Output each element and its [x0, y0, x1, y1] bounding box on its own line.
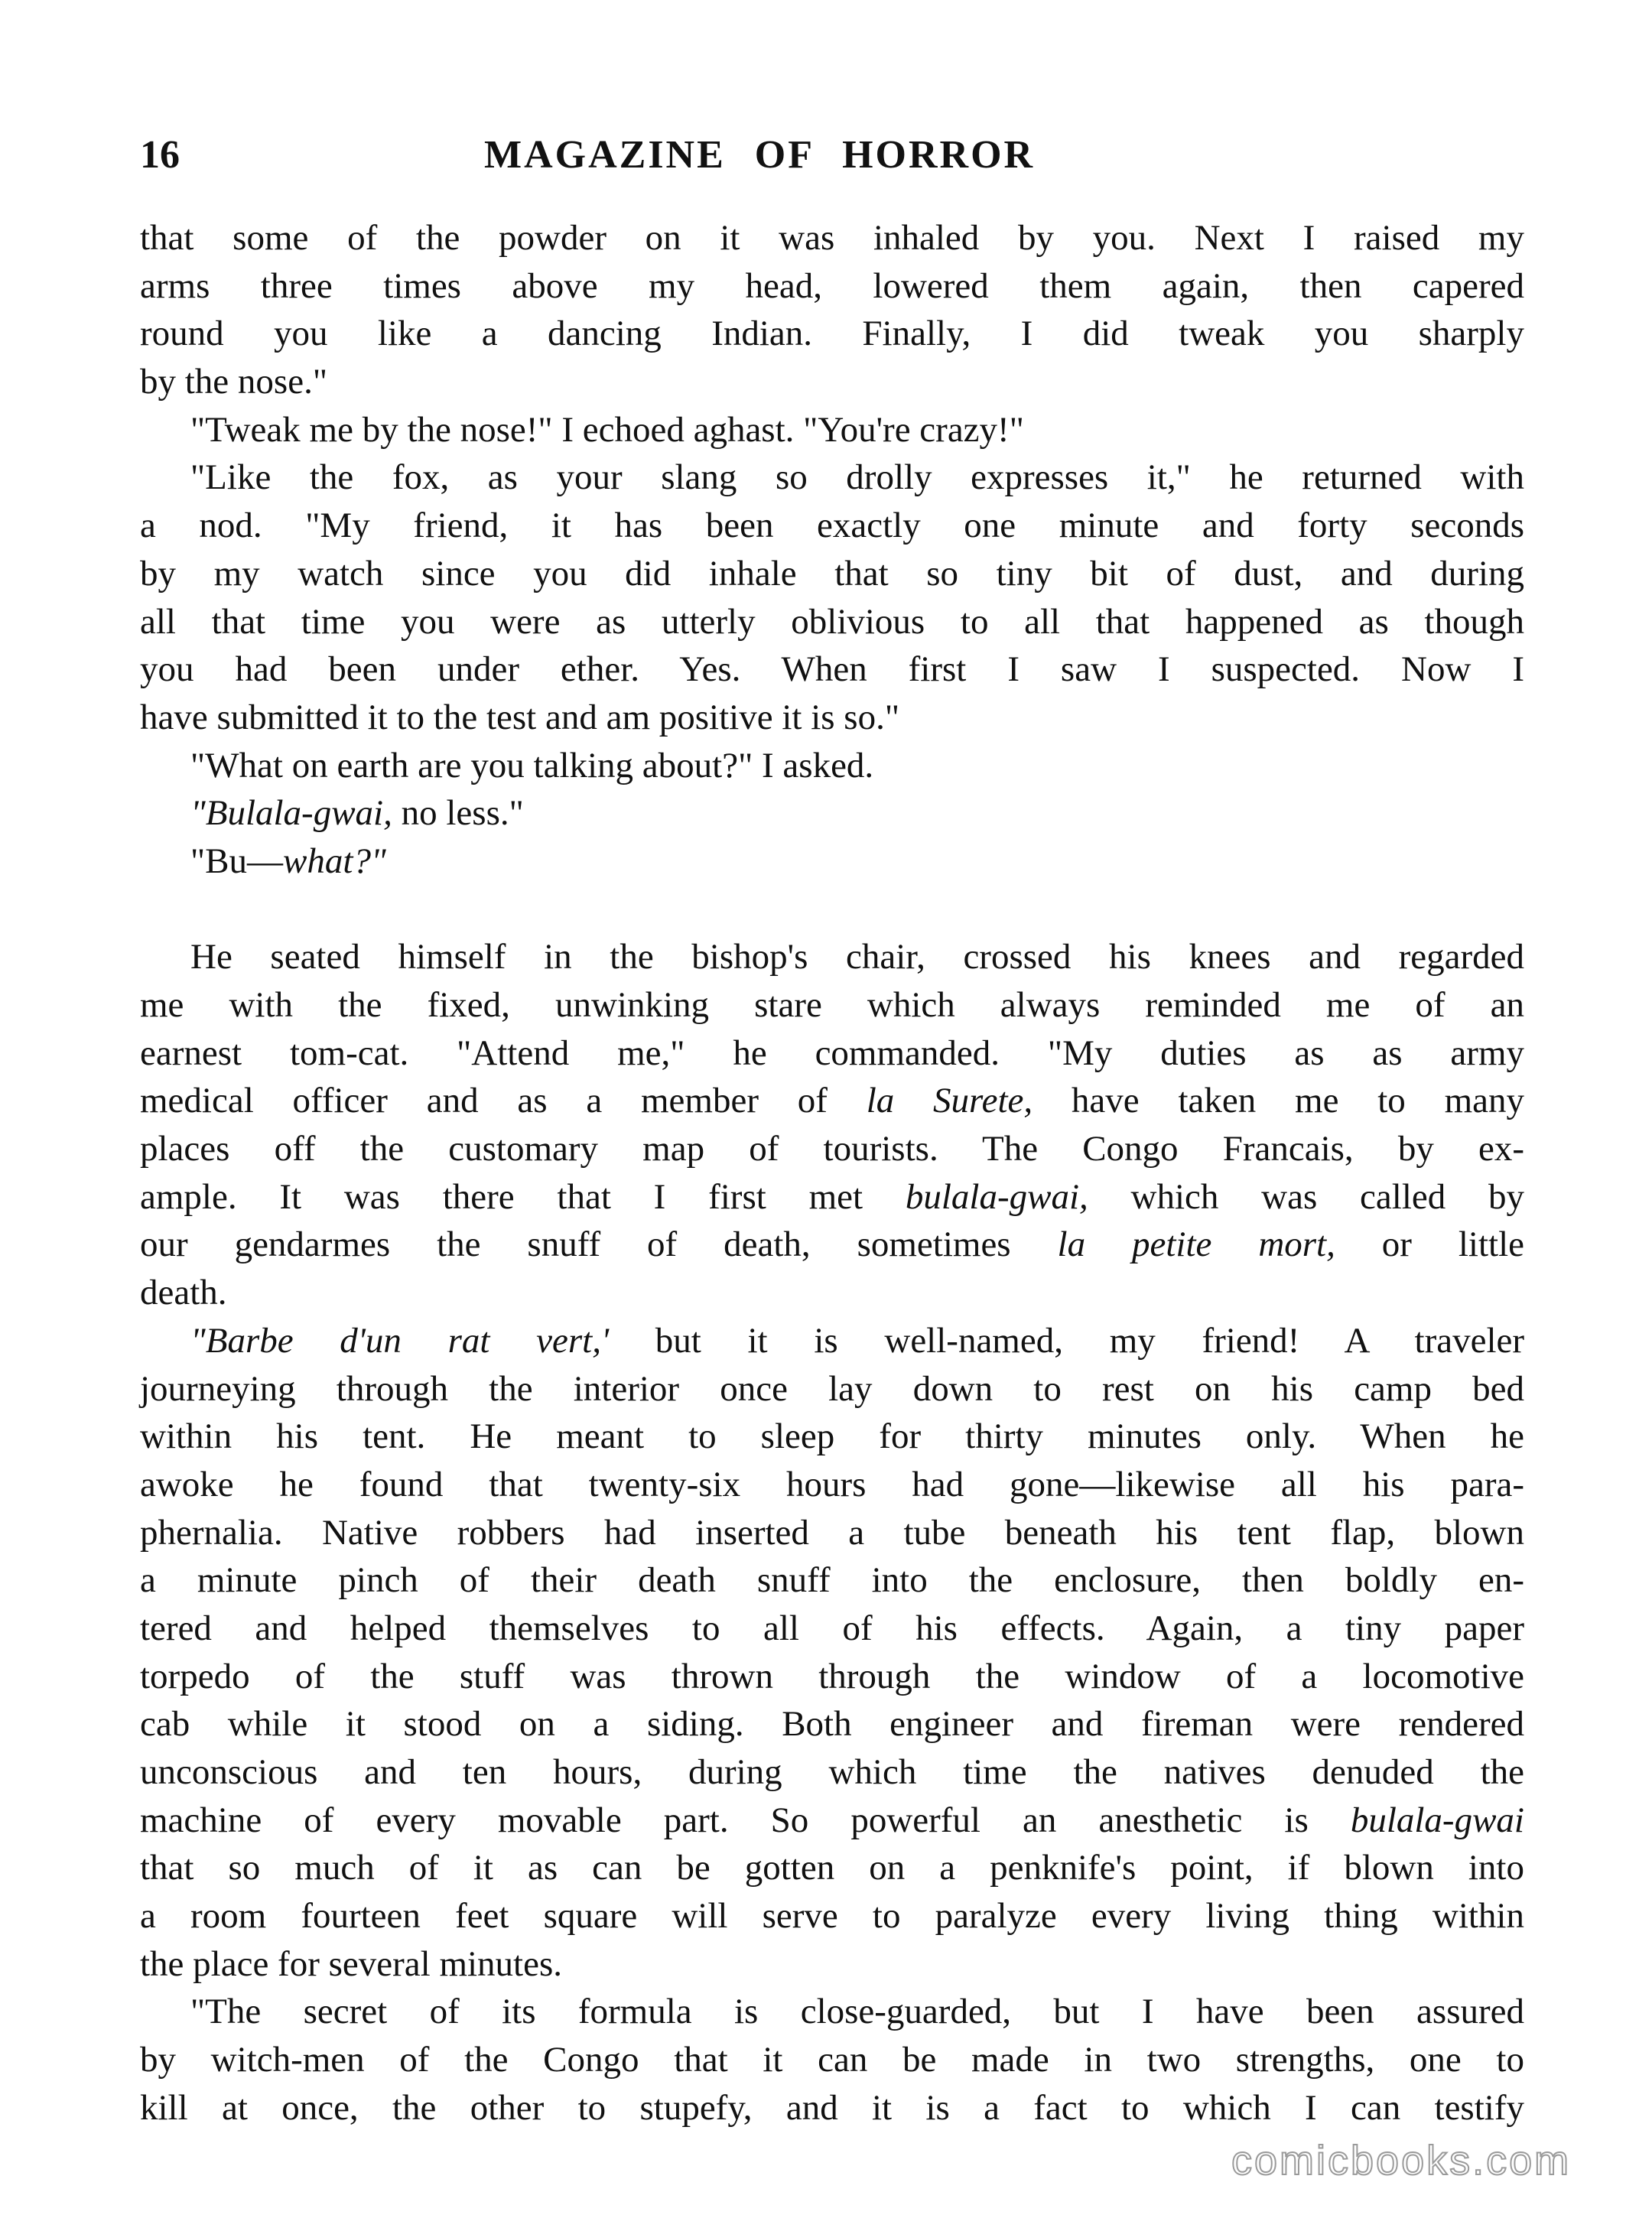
text-run: by witch-men of the Congo that it can be made in two strengths, one to: [140, 2040, 1524, 2080]
text-run: within his tent. He meant to sleep for thirty minutes only. When he: [140, 1416, 1524, 1457]
paragraph-gap: [140, 886, 1524, 934]
text-run: phernalia. Native robbers had inserted a tube beneath his tent flap, blown: [140, 1512, 1524, 1553]
text-run: by my watch since you did inhale that so tiny bit of dust, and during: [140, 553, 1524, 594]
italic-text: la Surete,: [866, 1081, 1033, 1121]
text-line: [140, 837, 1524, 886]
text-line: [140, 2036, 1524, 2084]
text-line: [140, 1461, 1524, 1509]
text-line: [140, 1413, 1524, 1461]
text-run: ample. It was there that I first met: [140, 1176, 906, 1217]
italic-text: what?": [283, 841, 386, 881]
text-run: that so much of it as can be gotten on a penknife's point, if blown into: [140, 1848, 1524, 1888]
text-run: torpedo of the stuff was thrown through the window of a locomotive: [140, 1656, 1524, 1696]
running-title: MAGAZINE OF HORROR: [484, 133, 1036, 177]
text-run: but it is well-named, my friend! A traveler: [609, 1320, 1525, 1361]
text-run: machine of every movable part. So powerful an anesthetic is: [140, 1800, 1351, 1840]
text-line: [140, 1365, 1524, 1413]
text-line: [140, 742, 1524, 790]
text-run: He seated himself in the bishop's chair, crossed his knees and regarded: [190, 937, 1524, 977]
text-line: [140, 981, 1524, 1029]
text-run: which was called by: [1088, 1176, 1525, 1217]
text-run: "The secret of its formula is close-guarded, but I have been assured: [190, 1992, 1524, 2032]
text-run: round you like a dancing Indian. Finally, I did tweak you sharply: [140, 314, 1524, 354]
text-line: [140, 1221, 1524, 1269]
text-run: all that time you were as utterly oblivious to all that happened as though: [140, 601, 1524, 642]
text-run: earnest tom-cat. "Attend me," he commanded. "My duties as as army: [140, 1033, 1524, 1073]
text-run: "What on earth are you talking about?" I asked.: [190, 745, 874, 785]
text-line: [140, 454, 1524, 502]
text-run: arms three times above my head, lowered them again, then capered: [140, 265, 1524, 306]
text-line: [140, 1317, 1524, 1365]
text-line: [140, 1988, 1524, 2036]
text-run: the place for several minutes.: [140, 1943, 563, 1984]
text-run: awoke he found that twenty-six hours had gone—likewise all his para-: [140, 1464, 1524, 1504]
text-line: [140, 1940, 1524, 1989]
text-run: me with the fixed, unwinking stare which always reminded me of an: [140, 985, 1524, 1025]
text-line: [140, 262, 1524, 311]
text-run: kill at once, the other to stupefy, and it is a fact to which I can testify: [140, 2087, 1524, 2128]
text-run: places off the customary map of tourists. The Congo Francais, by ex-: [140, 1129, 1524, 1169]
text-line: [140, 358, 1524, 406]
text-line: [140, 1748, 1524, 1797]
text-line: [140, 1797, 1524, 1845]
text-run: "Like the fox, as your slang so drolly expresses it," he returned with: [190, 457, 1524, 498]
text-line: [140, 1605, 1524, 1653]
text-run: by the nose.": [140, 362, 328, 402]
text-run: or little: [1335, 1224, 1524, 1265]
text-line: [140, 2084, 1524, 2132]
text-line: [140, 1556, 1524, 1605]
text-run: journeying through the interior once lay down to rest on his camp bed: [140, 1368, 1524, 1409]
text-line: [140, 1653, 1524, 1701]
text-run: unconscious and ten hours, during which time the natives denuded the: [140, 1752, 1524, 1792]
text-run: you had been under ether. Yes. When first I saw I suspected. Now I: [140, 649, 1524, 690]
text-line: [140, 1173, 1524, 1221]
text-line: [140, 1844, 1524, 1892]
text-line: [140, 1125, 1524, 1173]
text-line: [140, 1077, 1524, 1125]
text-line: [140, 1269, 1524, 1317]
text-run: cab while it stood on a siding. Both engineer and fireman were rendered: [140, 1704, 1524, 1745]
text-line: [140, 1509, 1524, 1557]
text-line: [140, 933, 1524, 981]
text-line: [140, 789, 1524, 837]
text-run: a room fourteen feet square will serve to paralyze every living thing within: [140, 1896, 1524, 1937]
text-line: [140, 406, 1524, 454]
text-line: [140, 502, 1524, 550]
text-line: [140, 694, 1524, 742]
text-run: "Tweak me by the nose!" I echoed aghast. "You're crazy!": [190, 409, 1024, 450]
watermark: comicbooks.com: [1231, 2138, 1572, 2184]
italic-text: bulala-gwai,: [905, 1176, 1088, 1217]
text-line: [140, 310, 1524, 358]
text-run: a nod. "My friend, it has been exactly one minute and forty seconds: [140, 506, 1524, 546]
text-run: a minute pinch of their death snuff into the enclosure, then boldly en-: [140, 1560, 1524, 1601]
text-run: no less.": [392, 793, 524, 834]
story-text: [140, 214, 1524, 2132]
text-line: [140, 646, 1524, 694]
italic-text: la petite mort,: [1057, 1224, 1335, 1265]
page-header: [140, 128, 1524, 182]
text-line: [140, 598, 1524, 646]
text-line: [140, 1892, 1524, 1940]
text-run: "Bu—: [190, 841, 284, 881]
text-run: that some of the powder on it was inhaled by you. Next I raised my: [140, 218, 1524, 258]
text-run: have submitted it to the test and am positive it is so.": [140, 697, 900, 737]
text-run: medical officer and as a member of: [140, 1081, 867, 1121]
text-line: [140, 1700, 1524, 1748]
text-line: [140, 1029, 1524, 1078]
italic-text: bulala-gwai: [1350, 1800, 1524, 1840]
text-run: death.: [140, 1273, 227, 1313]
italic-text: "Bulala-gwai,: [190, 793, 392, 834]
text-run: have taken me to many: [1032, 1081, 1524, 1121]
italic-text: "Barbe d'un rat vert,': [190, 1320, 610, 1361]
text-run: tered and helped themselves to all of his effects. Again, a tiny paper: [140, 1608, 1524, 1648]
page-number: 16: [140, 133, 180, 177]
text-run: our gendarmes the snuff of death, sometimes: [140, 1224, 1058, 1265]
text-line: [140, 214, 1524, 262]
text-line: [140, 550, 1524, 598]
